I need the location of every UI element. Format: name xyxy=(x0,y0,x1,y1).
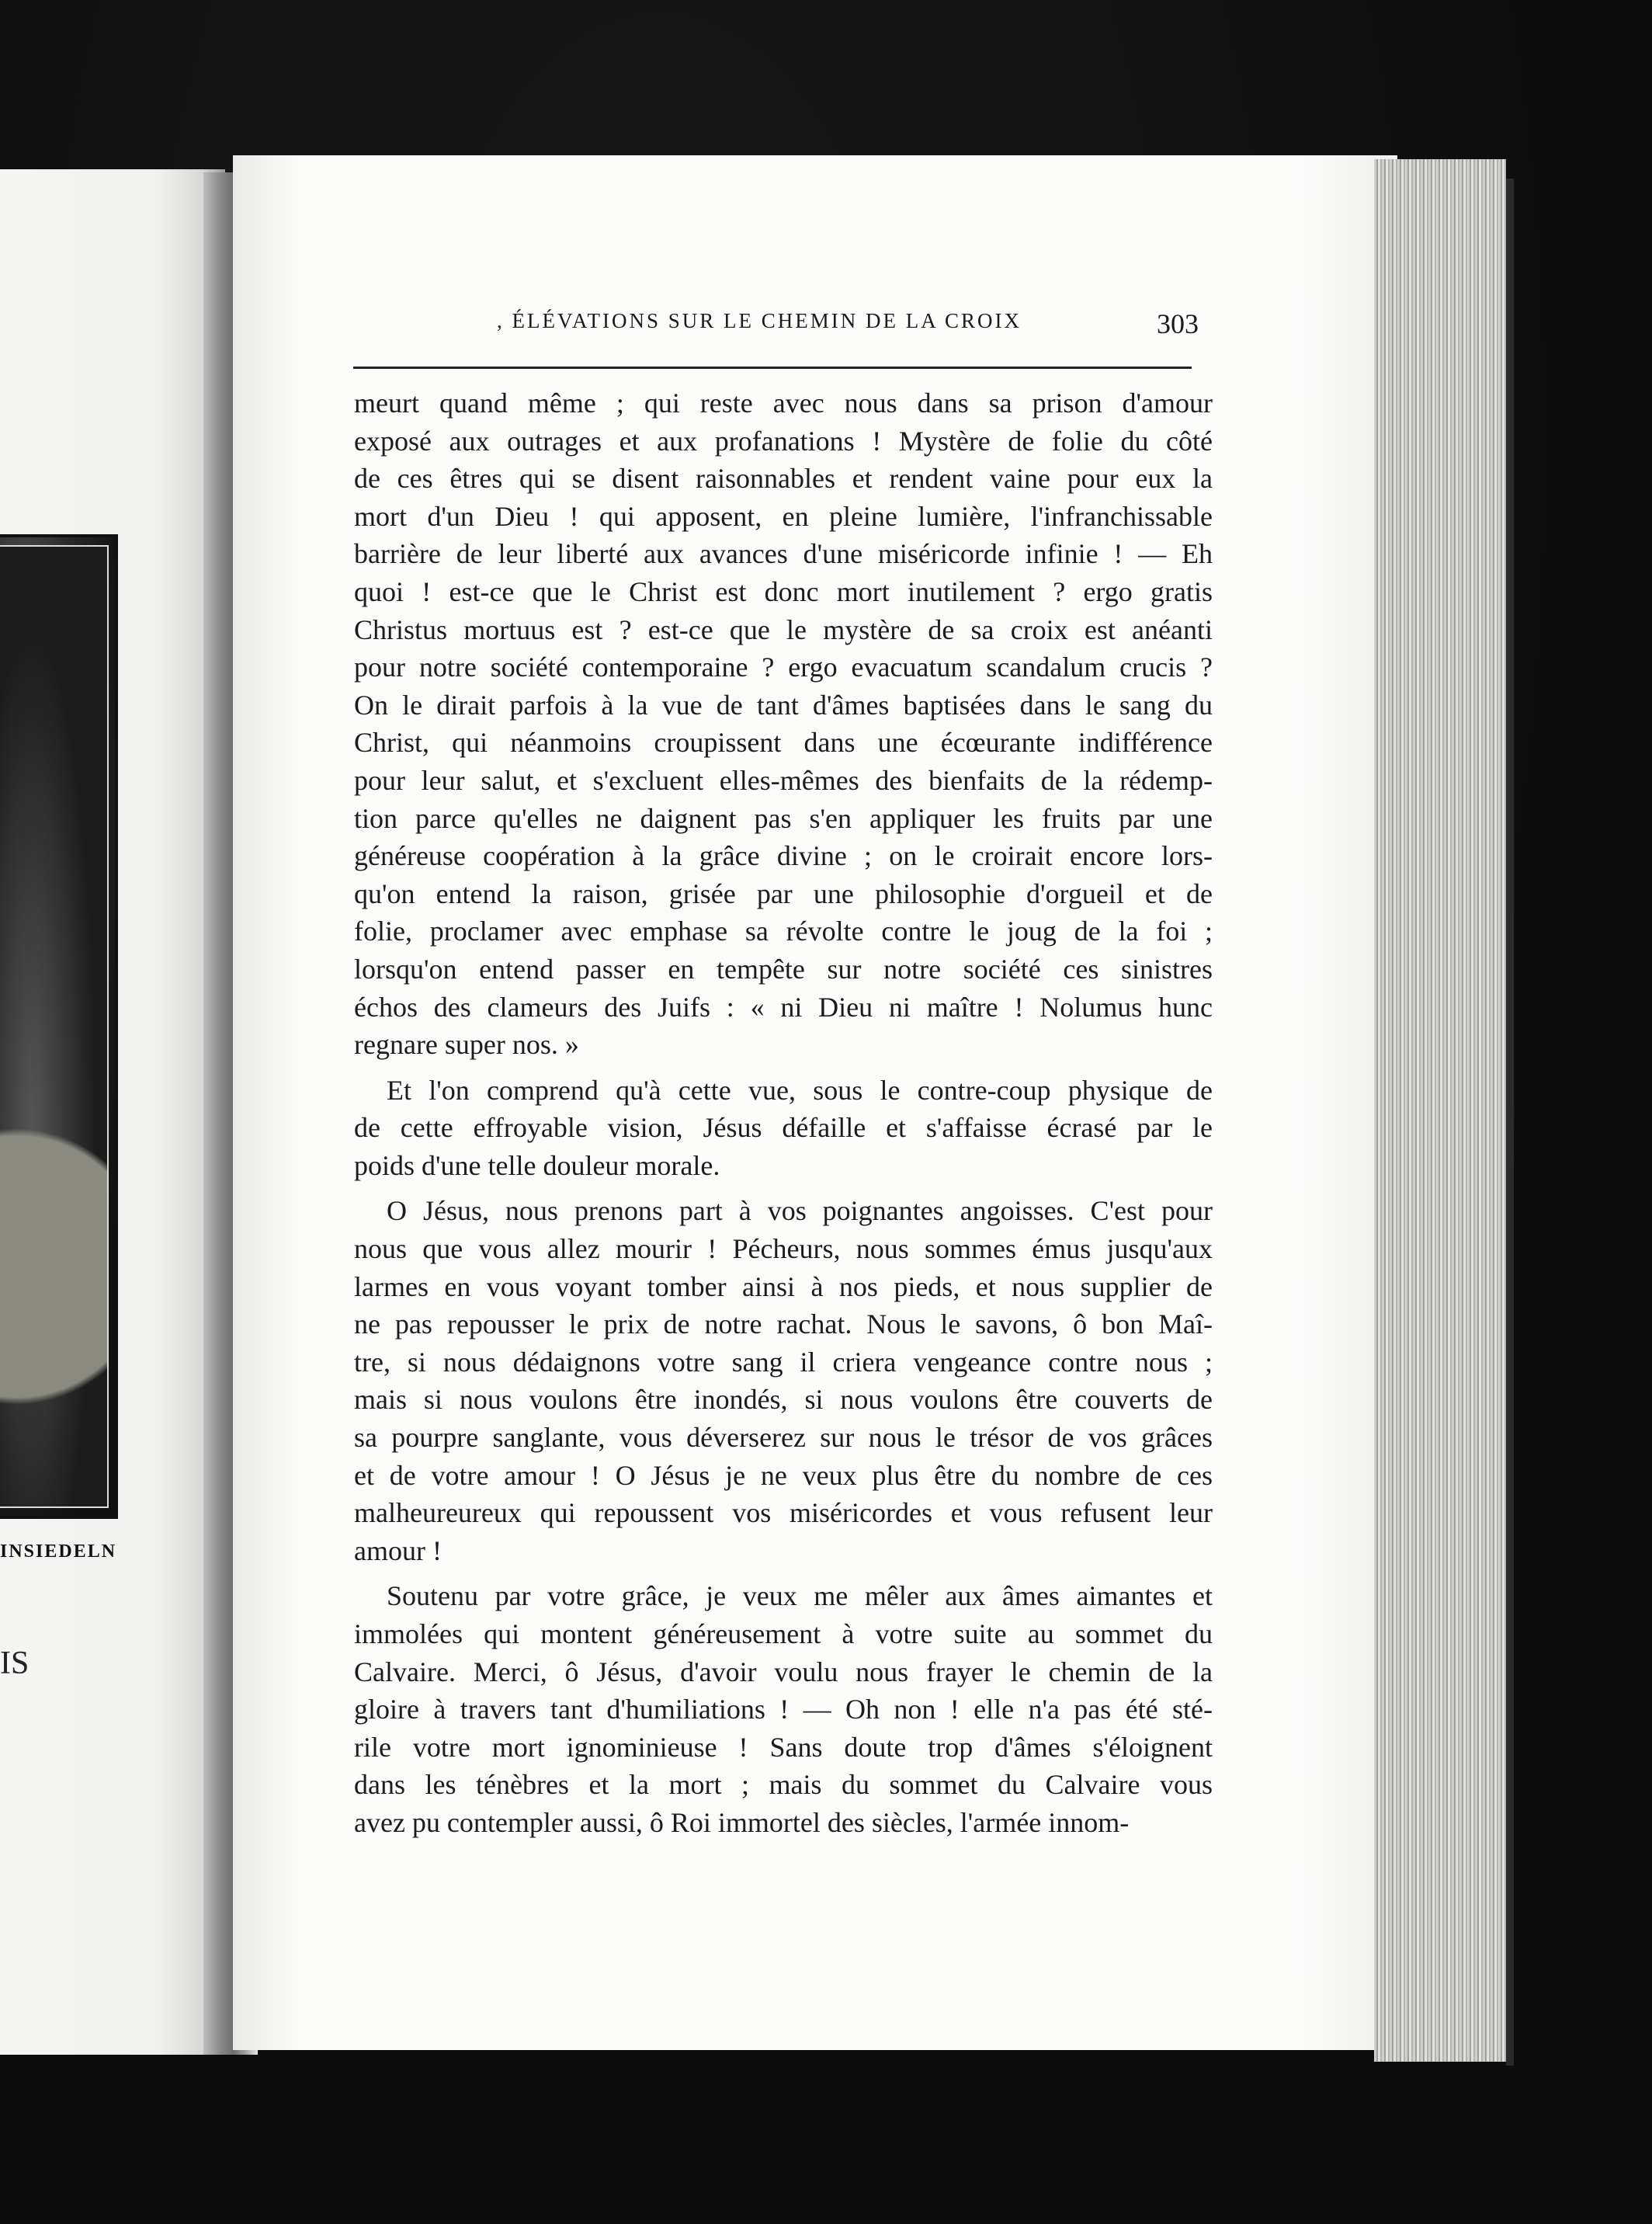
text-line: folie, proclamer avec emphase sa révolte contre le joug de la foi ; xyxy=(354,916,1213,947)
text-line: larmes en vous voyant tomber ainsi à nos pieds, et nous supplier de xyxy=(354,1270,1213,1302)
text-line: lorsqu'on entend passer en tempête sur notre société ces sinistres xyxy=(354,953,1213,985)
page-number: 303 xyxy=(1157,308,1199,339)
text-line: et de votre amour ! O Jésus je ne veux plus être du nombre de ces xyxy=(354,1459,1213,1491)
text-line: rile votre mort ignominieuse ! Sans doute trop d'âmes s'éloignent xyxy=(354,1731,1213,1763)
paragraph xyxy=(354,1577,1213,1841)
text-line: exposé aux outrages et aux profanations ! Mystère de folie du côté xyxy=(354,425,1213,457)
text-line: Calvaire. Merci, ô Jésus, d'avoir voulu nous frayer le chemin de la xyxy=(354,1656,1213,1687)
text-line: meurt quand même ; qui reste avec nous dans sa prison d'amour xyxy=(354,387,1213,419)
text-line: O Jésus, nous prenons part à vos poignantes angoisses. C'est pour xyxy=(387,1195,1213,1227)
text-line: tion parce qu'elles ne daignent pas s'en appliquer les fruits par une xyxy=(354,802,1213,834)
running-head: , ÉLÉVATIONS SUR LE CHEMIN DE LA CROIX xyxy=(497,309,1022,332)
text-line: pour leur salut, et s'excluent elles-mêmes des bienfaits de la rédemp- xyxy=(354,764,1213,796)
engraving-image xyxy=(0,545,109,1508)
text-line: échos des clameurs des Juifs : « ni Dieu ni maître ! Nolumus hunc xyxy=(354,991,1213,1023)
left-page-text-fragment: IS xyxy=(0,1645,30,1681)
text-line: malheureureux qui repoussent vos miséricordes et vous refusent leur xyxy=(354,1497,1213,1529)
text-line: quoi ! est-ce que le Christ est donc mort inutilement ? ergo gratis xyxy=(354,575,1213,607)
text-line: Christus mortuus est ? est-ce que le mystère de sa croix est anéanti xyxy=(354,613,1213,645)
text-line: amour ! xyxy=(354,1534,442,1566)
header-rule xyxy=(353,367,1192,369)
engraving-plate xyxy=(0,534,118,1519)
paragraph xyxy=(354,1072,1213,1185)
text-line: ne pas repousser le prix de notre rachat. Nous le savons, ô bon Maî- xyxy=(354,1308,1213,1340)
text-line: poids d'une telle douleur morale. xyxy=(354,1149,720,1181)
text-line: de cette effroyable vision, Jésus défaille et s'affaisse écrasé par le xyxy=(354,1112,1213,1144)
text-line: nous que vous allez mourir ! Pécheurs, nous sommes émus jusqu'aux xyxy=(354,1233,1213,1265)
text-line: généreuse coopération à la grâce divine ; on le croirait encore lors- xyxy=(354,840,1213,872)
text-line: de ces êtres qui se disent raisonnables et rendent vaine pour eux la xyxy=(354,463,1213,495)
plate-caption: INSIEDELN xyxy=(0,1541,117,1562)
text-line: immolées qui montent généreusement à votre suite au sommet du xyxy=(354,1618,1213,1649)
text-line: barrière de leur liberté aux avances d'une miséricorde infinie ! — Eh xyxy=(354,538,1213,570)
text-line: mort d'un Dieu ! qui apposent, en pleine lumière, l'infranchissable xyxy=(354,500,1213,532)
page-edge-shadow xyxy=(1506,179,1514,2066)
text-line: sa pourpre sanglante, vous déverserez sur nous le trésor de vos grâces xyxy=(354,1422,1213,1454)
text-line: mais si nous voulons être inondés, si nous voulons être couverts de xyxy=(354,1384,1213,1416)
text-line: qu'on entend la raison, grisée par une philosophie d'orgueil et de xyxy=(354,877,1213,909)
text-line: tre, si nous dédaignons votre sang il criera vengeance contre nous ; xyxy=(354,1346,1213,1378)
left-page xyxy=(0,169,225,2055)
page-edges xyxy=(1374,159,1506,2062)
text-line: gloire à travers tant d'humiliations ! — Oh non ! elle n'a pas été sté- xyxy=(354,1694,1213,1725)
paragraph xyxy=(354,384,1213,1064)
text-line: avez pu contempler aussi, ô Roi immortel des siècles, l'armée innom- xyxy=(354,1806,1130,1838)
text-line: pour notre société contemporaine ? ergo evacuatum scandalum crucis ? xyxy=(354,652,1213,683)
text-line: Et l'on comprend qu'à cette vue, sous le contre-coup physique de xyxy=(387,1074,1213,1106)
paragraph xyxy=(354,1192,1213,1569)
text-line: On le dirait parfois à la vue de tant d'âmes baptisées dans le sang du xyxy=(354,689,1213,721)
text-line: Soutenu par votre grâce, je veux me mêler aux âmes aimantes et xyxy=(387,1580,1213,1612)
text-line: regnare super nos. » xyxy=(354,1029,579,1061)
text-line: Christ, qui néanmoins croupissent dans une écœurante indifférence xyxy=(354,727,1213,759)
body-text xyxy=(354,384,1213,1842)
text-line: dans les ténèbres et la mort ; mais du sommet du Calvaire vous xyxy=(354,1769,1213,1801)
